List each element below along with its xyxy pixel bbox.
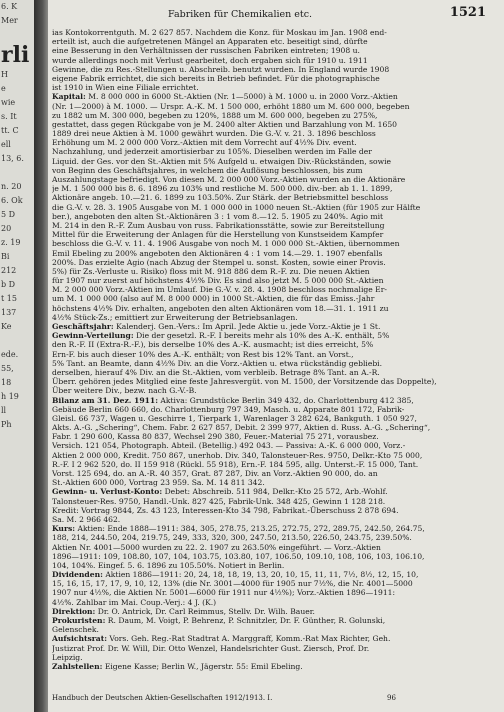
text-line: Geschäftsjahr: Kalenderj. Gen.-Vers.: Im April. Jede Aktie u. jede Vorz.-Aktie je 1 St. (52, 322, 381, 331)
text-line: von Beginn des Geschäftsjahres, in welchem die Auflösung beschlossen, bis zum (52, 165, 363, 175)
section-heading: Zahlstellen: (52, 661, 103, 671)
text-line: 188, 214, 244.50, 204, 219.75, 249, 333, 320, 300, 247.50, 213.50, 226.50, 243.75, 239.50%. (52, 533, 412, 543)
text-line: M. 2 000 000 Vorz.-Aktien im Umlauf. Die G.-V. v. 28. 4. 1908 beschloss nochmalige Er- (52, 285, 387, 295)
book-gutter (34, 0, 48, 712)
section-heading: Geschäftsjahr: (52, 322, 114, 331)
text-line: Direktion: Dr. O. Antrick, Dr. Carl Reimmus, Stellv. Dr. Wilh. Bauer. (52, 606, 315, 616)
running-title: Fabriken für Chemikalien etc. (168, 9, 313, 20)
text-line: zu 1882 um M. 300 000, begeben zu 120%, 1888 um M. 600 000, begeben zu 275%, (52, 110, 378, 120)
text-line: 5%) für Zs.-Verluste u. Risiko) floss mit M. 918 886 dem R.-F. zu. Die neuen Aktien (52, 266, 370, 276)
left-page-fragment (0, 28, 34, 42)
text-line: (Nr. 1—2000) à M. 1000. — Urspr. A.-K. M. 1 500 000, erhöht 1880 um M. 600 000, begeben (52, 101, 410, 111)
text-line: 4½% Stück-Zs.; emittiert zur Erweiterung der Betriebsanlagen. (52, 312, 298, 322)
text-line: 200%. Das erzielte Agio (nach Abzug der Stempel u. sonst. Kosten, sowie einer Provis. (52, 257, 386, 267)
left-page-fragment: 13, 6. (1, 154, 24, 163)
text-line: höchstens 4½% Div. erhalten, angeboten den alten Aktionären vom 18.—31. 1. 1911 zu (52, 303, 389, 313)
text-line: 1896—1911: 109, 108.80, 107, 104, 103.75, 103.80, 107, 106.50, 109.10, 108, 106, 103, 106.10, (52, 551, 425, 561)
text-line: gestattet, dass gegen Rückgabe von je M. 2400 alter Aktien und Barzahlung von M. 1650 (52, 119, 398, 129)
text-line: wurde allerdings noch mit Verlust gearbeitet, doch ergaben sich für 1910 u. 1911 (52, 55, 368, 65)
left-page-fragment: ede. (1, 350, 19, 359)
left-page-fragment: Ph (1, 420, 12, 429)
text-line: Überr. gehören jedes Mitglied eine feste Jahresvergüt. von M. 1500, der Vorsitzende das Doppelte), (52, 377, 437, 387)
section-heading: Direktion: (52, 606, 96, 616)
left-page-fragment: z. 19 (1, 238, 21, 247)
left-page-fragment: Ke (1, 322, 12, 331)
text-line: eine Besserung in den Verhältnissen der russischen Fabriken eintreten; 1908 u. (52, 46, 360, 56)
text-line: ias Kontokorrentguth. M. 2 627 857. Nachdem die Konz. für Moskau im Jan. 1908 end- (52, 28, 387, 37)
left-page-fragment: 18 (1, 378, 12, 387)
text-line: Justizrat Prof. Dr. W. Will, Dir. Otto Wenzel, Handelsrichter Gust. Ziersch, Prof. Dr. (52, 643, 370, 653)
text-line: Talonsteuer-Res. 9750, Handl.-Unk. 827 425, Fabrik-Unk. 348 425, Gewinn 1 128 218. (52, 496, 386, 506)
left-page-fragment: 55, (1, 364, 14, 373)
section-heading: Kapital: (52, 92, 86, 102)
text-line: Emil Ebeling zu 200% angeboten den Aktionären 4 : 1 vom 14.—29. 1. 1907 ebenfalls (52, 248, 383, 258)
text-line: Nachzahlung, und jederzeit amortisierbar zu 105%. Dieselben werden im Falle der (52, 147, 372, 157)
section-heading: Dividenden: (52, 570, 103, 580)
page-number: 1521 (449, 5, 486, 20)
text-line: für 1907 nur zuerst auf höchstens 4½% Div. Es sind also jetzt M. 5 000 000 St.-Aktien (52, 276, 384, 286)
text-line: ber.), angeboten den alten St.-Aktionären 3 : 1 vom 8.—12. 5. 1905 zu 240%. Agio mit (52, 211, 384, 221)
page-footer (52, 694, 490, 704)
text-line: Prokuristen: R. Daum, M. Voigt, P. Behrenz, P. Schnitzler, Dr. F. Günther, R. Golunski, (52, 616, 386, 625)
text-line: eigene Fabrik errichtet, die sich bereits in Betrieb befindet. Für die photographische (52, 73, 380, 83)
text-line: 104, 104%. Eingef. 5. 6. 1896 zu 105.50%. Notiert in Berlin. (52, 560, 285, 570)
text-line: Bilanz am 31. Dez. 1911: Aktiva: Grundstücke Berlin 349 432, do. Charlottenburg 412 385, (52, 395, 414, 405)
left-page-fragment: Bi (1, 252, 10, 261)
left-page-fragment: b D (1, 280, 16, 289)
text-line: Ern-F. bis auch dieser 10% des A.-K. enthält; von Rest bis 12% Tant. an Vorst., (52, 349, 354, 359)
left-page-fragment: 20 (1, 224, 12, 233)
left-page-edge (0, 0, 34, 712)
text-line: Aktionäre angeb. 10.—21. 6. 1899 zu 103.50%. Zur Stärk. der Betriebsmittel beschloss (52, 193, 389, 203)
text-line: Kurs: Aktien: Ende 1888—1911: 384, 305, 278.75, 213.25, 272.75, 272, 289.75, 242.50, 264.75, (52, 524, 425, 534)
footer-title: Handbuch der Deutschen Aktien-Gesellschaften 1912/1913. I. (52, 694, 273, 702)
left-page-fragment: h 19 (1, 392, 19, 401)
left-page-fragment: tt. C (1, 126, 19, 135)
text-line: R.-F. I 2 962 520, do. II 159 918 (Rückl. 55 918), Ern.-F. 184 595, allg. Unterst.-F. 15 000, Tant. (52, 459, 419, 469)
text-line: St.-Aktien 600 000, Vortrag 23 959. Sa. M. 14 811 342. (52, 478, 265, 488)
text-line: Erhöhung um M. 2 000 000 Vorz.-Aktien mit dem Vorrecht auf 4½% Div. event. (52, 138, 357, 148)
section-heading: Gewinn-Verteilung: (52, 331, 134, 341)
text-line: Leipzig. (52, 652, 83, 662)
text-line: Kapital: M. 8 000 000 in 6000 St.-Aktien (Nr. 1—5000) à M. 1000 u. in 2000 Vorz.-Aktien (52, 92, 398, 102)
section-heading: Aufsichtsrat: (52, 634, 107, 644)
text-line: M. 214 in den R.-F. Zum Ausbau von russ. Fabrikationsstätte, sowie zur Bereitstellung (52, 220, 385, 230)
text-line: je M. 1 500 000 bis 8. 6. 1896 zu 103% und restliche M. 500 000. div.-ber. ab 1. 1. 1899, (52, 184, 393, 194)
text-line: Dividenden: Aktien 1886—1911: 20, 24, 18, 18, 19, 13, 20, 10, 15, 11, 11, 7½, 8½, 12, 15, 10, (52, 570, 419, 580)
left-page-fragment: n. 20 (1, 182, 22, 191)
text-line: 1907 nur 4½%, die Aktien Nr. 5001—6000 für 1911 nur 4½%); Vorz.-Aktien 1896—1911: (52, 588, 396, 598)
left-page-fragment: 212 (1, 266, 17, 275)
left-page-fragment (0, 334, 34, 348)
text-line: Gebäude Berlin 660 660, do. Charlottenburg 797 349, Masch. u. Apparate 801 172, Fabrik- (52, 404, 405, 414)
text-line: Gewinn- u. Verlust-Konto: Debet: Abschreib. 511 984, Delkr.-Kto 25 572, Arb.-Wohlf. (52, 487, 388, 497)
left-page-fragment: 6. K (1, 2, 18, 11)
text-line: um M. 1 000 000 (also auf M. 8 000 000) in 1000 St.-Aktien, die für das Emiss.-Jahr (52, 294, 375, 304)
text-line: Sa. M. 2 966 462. (52, 514, 121, 524)
text-line: Gleisl. 66 737, Wagen u. Geschirre 1, Tierpark 1, Warenlager 3 282 624, Bankguth. 1 050 927, (52, 413, 417, 423)
text-line: den R.-F. II (Extra-R.-F.), bis derselbe 10% des A.-K. ausmacht; ist dies erreicht, 5% (52, 340, 374, 350)
text-line: derselben, hierauf 4% Div. an die St.-Aktien, vom verbleib. Betrage 8% Tant. an A.-R. (52, 367, 380, 377)
left-page-fragment: 5 D (1, 210, 16, 219)
left-page-fragment: Mer (1, 16, 18, 25)
left-page-fragment: rli (1, 42, 30, 68)
text-line: Fabr. 1 290 600, Kassa 80 837, Wechsel 290 380, Feuer.-Material 75 271, vorausbez. (52, 432, 379, 442)
text-line: 15, 16, 15, 17, 17, 9, 10, 12, 13% (die Nr. 3001—4000 für 1905 nur 7½%, die Nr. 4001—5000 (52, 579, 413, 589)
section-heading: Prokuristen: (52, 616, 106, 625)
section-heading: Bilanz am 31. Dez. 1911: (52, 395, 158, 405)
section-heading: Gewinn- u. Verlust-Konto: (52, 487, 163, 497)
left-page-fragment: t 15 (1, 294, 17, 303)
text-line: die G.-V. v. 28. 3. 1905 Ausgabe von M. 1 000 000 in 1000 neuen St.-Aktien (für 1905 zur Hälfte (52, 202, 421, 212)
text-line: Gewinne, die zu Res.-Stellungen u. Abschreib. benutzt wurden. In England wurde 1908 (52, 64, 390, 74)
text-line: 5% Tant. an Beamte, dann 4½% Div. an die Vorz.-Aktien u. etwa rückständig gebliebi. (52, 358, 383, 368)
text-line: Aktien Nr. 4001—5000 wurden zu 22. 2. 1907 zu 263.50% eingeführt. — Vorz.-Aktien (52, 542, 381, 552)
text-line: Zahlstellen: Eigene Kasse; Berlin W., Jägerstr. 55: Emil Ebeling. (52, 661, 303, 671)
left-page-fragment: ll (1, 406, 7, 415)
page-header (48, 5, 504, 21)
left-page-fragment: e (1, 84, 6, 93)
text-line: Kredit: Vortrag 9844, Zs. 43 123, Interessen-Kto 34 798, Fabrikat.-Überschuss 2 878 694. (52, 505, 399, 515)
text-line: Gewinn-Verteilung: Die der gesetzl. R.-F. I bereits mehr als 10% des A.-K. enthält, 5% (52, 331, 390, 341)
text-line: Auszahlungstage befriedigt. Von diesen M. 2 000 000 Vorz.-Aktien wurden an die Aktionäre (52, 175, 406, 184)
left-page-fragment: 6. Ok (1, 196, 23, 205)
text-line: Aufsichtsrat: Vors. Geh. Reg.-Rat Stadtrat A. Marggraff, Komm.-Rat Max Richter, Geh. (52, 634, 391, 644)
text-line: Liquid. der Ges. vor den St.-Aktien mit 5% Aufgeld u. etwaigen Div.-Rückständen, sowie (52, 156, 392, 166)
text-line: Versich. 121 054, Photograph. Abteil. (Betellig.) 492 043. — Passiva: A.-K. 6 000 000, Vorz.- (52, 441, 406, 451)
text-line: erteilt ist, auch die aufgetretenen Mängel an Apparaten etc. beseitigt sind, dürfte (52, 37, 368, 47)
text-line: Akts. A.-G. „Schering“, Chem. Fabr. 2 627 857, Debit. 2 399 977, Aktien d. Russ. A.-G. „Schering“, (52, 423, 431, 433)
text-line: Aktien 2 000 000, Kredit. 750 867, unerhob. Div. 340, Talonsteuer-Res. 9750, Delkr.-Kto 75 000, (52, 450, 423, 460)
page-body (52, 28, 490, 671)
text-line: Über weitere Div., bezw. nach G.-V.-B. (52, 386, 197, 396)
left-page-fragment: ell (1, 140, 11, 149)
text-line: beschloss die G.-V. v. 11. 4. 1906 Ausgabe von noch M. 1 000 000 St.-Aktien, übernommen (52, 239, 400, 249)
text-line: Vorst. 125 694, do. an A.-R. 40 357, Grat. 87 287, Div. an Vorz.-Aktien 90 000, do. an (52, 469, 378, 478)
text-line: Gelenschek. (52, 625, 99, 635)
right-page (48, 0, 504, 712)
left-page-fragment (0, 166, 34, 180)
signature-number: 96 (387, 694, 396, 702)
text-line: ist 1910 in Wien eine Filiale errichtet. (52, 83, 199, 93)
section-heading: Kurs: (52, 524, 76, 534)
left-page-fragment: H (1, 70, 8, 79)
left-page-fragment: wie (1, 98, 16, 107)
left-page-fragment: s. It (1, 112, 17, 121)
left-page-fragment: 137 (1, 308, 17, 317)
text-line: 1889 drei neue Aktien à M. 1000 gewährt wurden. Die G.-V. v. 21. 3. 1896 beschloss (52, 129, 376, 139)
text-line: Mittel für die Erweiterung der Anlagen für die Herstellung von Kunstseidem Kampfer (52, 230, 384, 240)
text-line: 4½%. Zahlbar im Mai. Coup.-Verj.: 4 J. (K.) (52, 597, 217, 607)
